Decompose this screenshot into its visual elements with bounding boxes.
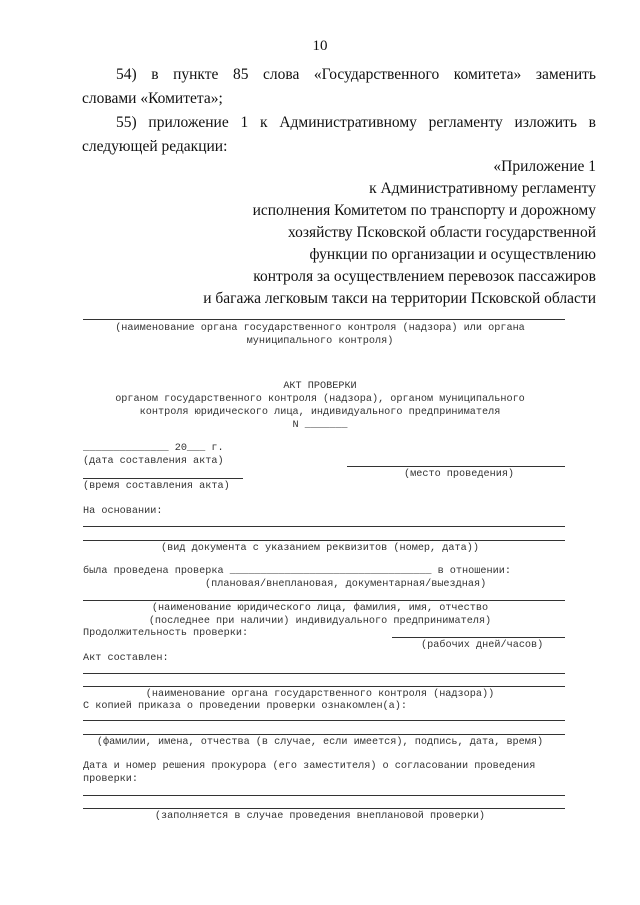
- entity-rule: [83, 600, 565, 601]
- duration-caption: (рабочих дней/часов): [421, 640, 544, 651]
- prosecutor-rule-2: [83, 808, 565, 809]
- appendix-line-3: исполнения Комитетом по транспорту и дорожному: [252, 202, 596, 219]
- para-54-line2: словами «Комитета»;: [82, 90, 223, 107]
- drawn-label: Акт составлен:: [83, 653, 169, 664]
- entity-caption-2: (последнее при наличии) индивидуального предпринимателя): [148, 616, 492, 627]
- appendix-line-2: к Административному регламенту: [369, 180, 596, 197]
- prosecutor-line-1: Дата и номер решения прокурора (его заместителя) о согласовании проведения: [83, 761, 536, 772]
- org-caption-2: муниципального контроля): [246, 336, 394, 347]
- para-54-line1: 54) в пункте 85 слова «Государственного комитета» заменить: [116, 66, 596, 83]
- place-rule: [347, 466, 565, 467]
- act-subtitle-1: органом государственного контроля (надзора), органом муниципального: [115, 394, 525, 405]
- appendix-line-1: «Приложение 1: [493, 158, 596, 175]
- para-55-line1: 55) приложение 1 к Административному регламенту изложить в: [116, 114, 596, 131]
- basis-label: На основании:: [83, 506, 163, 517]
- order-label: С копией приказа о проведении проверки ознакомлен(а):: [83, 701, 408, 712]
- names-caption: (фамилии, имена, отчества (в случае, если имеется), подпись, дата, время): [96, 737, 544, 748]
- date-line: ______________ 20___ г.: [83, 443, 224, 454]
- prosecutor-rule-1: [83, 795, 565, 796]
- conducted-line: была проведена проверка _________________________________ в отношении:: [83, 566, 511, 577]
- entity-caption-1: (наименование юридического лица, фамилия, имя, отчество: [151, 603, 489, 614]
- drawn-rule-2: [83, 686, 565, 687]
- appendix-line-6: контроля за осуществлением перевозок пассажиров: [253, 268, 596, 285]
- basis-caption: (вид документа с указанием реквизитов (номер, дата)): [161, 543, 479, 554]
- appendix-line-5: функции по организации и осуществлению: [309, 246, 596, 263]
- act-subtitle-2: контроля юридического лица, индивидуального предпринимателя: [139, 407, 501, 418]
- basis-rule-1: [83, 526, 565, 527]
- date-caption: (дата составления акта): [83, 456, 224, 467]
- org-caption-1: (наименование органа государственного контроля (надзора) или органа: [115, 323, 525, 334]
- act-title: АКТ ПРОВЕРКИ: [283, 381, 357, 392]
- duration-label: Продолжительность проверки:: [83, 628, 249, 639]
- place-caption: (место проведения): [404, 469, 515, 480]
- time-caption: (время составления акта): [83, 481, 230, 492]
- prosecutor-line-2: проверки:: [83, 774, 139, 785]
- unplanned-caption: (заполняется в случае проведения внеплановой проверки): [154, 811, 486, 822]
- conducted-caption: (плановая/внеплановая, документарная/выездная): [205, 579, 487, 590]
- drawn-rule-1: [83, 673, 565, 674]
- appendix-line-4: хозяйству Псковской области государственной: [287, 224, 596, 241]
- act-number: N _______: [292, 420, 348, 431]
- time-rule: [83, 478, 243, 479]
- body-caption: (наименование органа государственного контроля (надзора)): [145, 689, 495, 700]
- org-name-rule: [83, 319, 565, 320]
- page-number: 10: [312, 38, 328, 54]
- order-rule-1: [83, 720, 565, 721]
- para-55-line2: следующей редакции:: [82, 138, 228, 155]
- duration-rule: [392, 637, 565, 638]
- basis-rule-2: [83, 540, 565, 541]
- appendix-line-7: и багажа легковым такси на территории Псковской области: [203, 290, 596, 307]
- order-rule-2: [83, 734, 565, 735]
